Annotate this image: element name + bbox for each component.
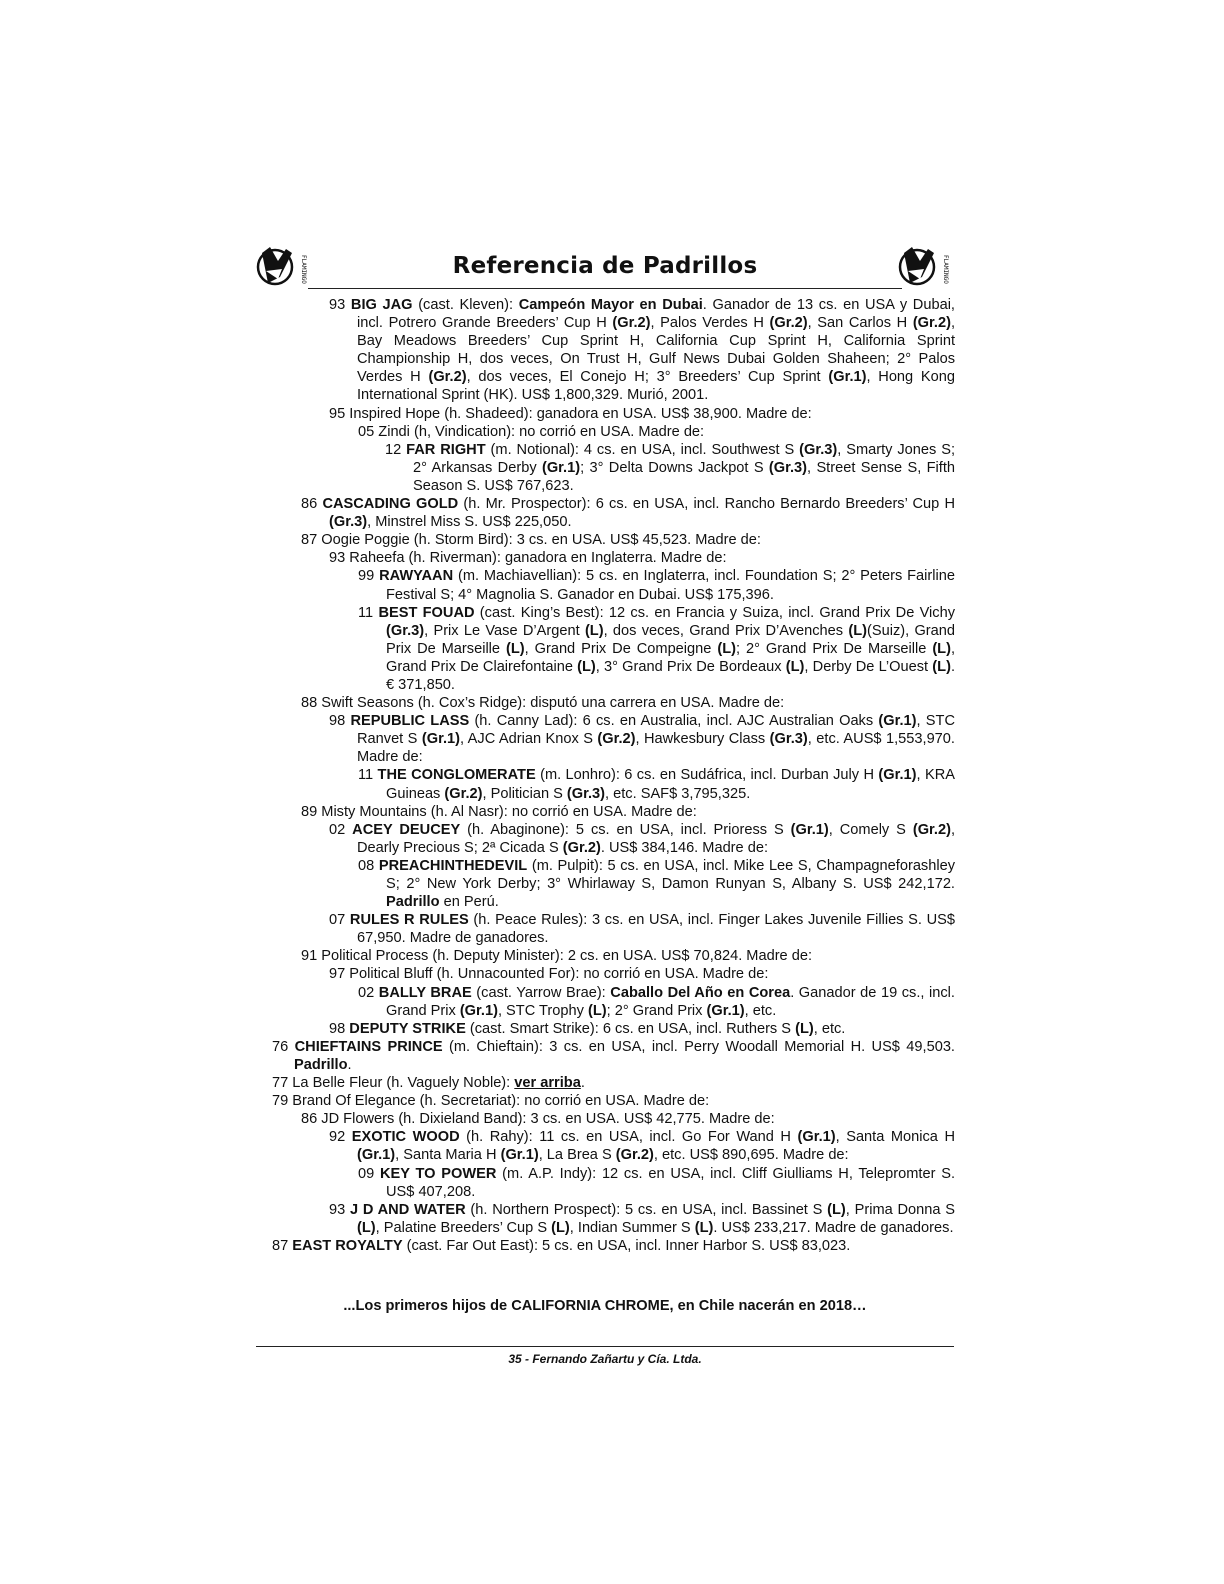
entry-text: , dos veces, Grand Prix D’Avenches bbox=[603, 622, 849, 639]
pedigree-list bbox=[272, 296, 955, 1255]
entry-text: (cast. King’s Best): 12 cs. en Francia y Suiza, incl. Grand Prix De Vichy bbox=[474, 604, 956, 621]
entry-text: en Perú. bbox=[439, 894, 499, 911]
entry-text: 76 bbox=[272, 1038, 295, 1055]
bold-text: (Gr.1) bbox=[706, 1002, 745, 1019]
entry-text: , San Carlos H bbox=[807, 315, 913, 332]
entry-text: , Grand Prix De Clairefontaine bbox=[386, 640, 956, 675]
bold-text: (Gr.2) bbox=[612, 315, 651, 332]
bold-text: Caballo Del Año en Corea bbox=[610, 984, 791, 1001]
cross-reference-link[interactable]: ver arriba bbox=[514, 1075, 581, 1092]
entry-text: , La Brea S bbox=[538, 1147, 616, 1164]
entry-text: , Indian Summer S bbox=[569, 1219, 695, 1236]
pedigree-entry bbox=[272, 1237, 955, 1255]
entry-text: , etc. AUS$ 1,553,970. Madre de: bbox=[357, 731, 955, 766]
entry-text: (cast. Yarrow Brae): bbox=[471, 984, 611, 1001]
header-rule bbox=[308, 288, 902, 289]
closing-note: ...Los primeros hijos de CALIFORNIA CHROME, en Chile nacerán en 2018… bbox=[343, 1298, 867, 1314]
bold-text: (Gr.1) bbox=[797, 1129, 836, 1146]
bold-text: (L) bbox=[551, 1219, 570, 1236]
entry-text: , Santa Maria H bbox=[395, 1147, 501, 1164]
entry-text: , STC Ranvet S bbox=[357, 713, 955, 748]
bold-text: RULES R RULES bbox=[349, 912, 469, 929]
entry-text: (m. Pulpit): 5 cs. en USA, incl. Mike Lee S, Champagneforashley S; 2° New York Derby; 3° Whirlaway S, Damon Runyan S, Albany S. US$ 242,172. bbox=[386, 857, 956, 892]
bold-text: (Gr.2) bbox=[428, 369, 467, 386]
bold-text: (L) bbox=[505, 640, 525, 657]
bold-text: (Gr.2) bbox=[597, 731, 636, 748]
pedigree-entry bbox=[272, 965, 955, 983]
entry-text: (h. Rahy): 11 cs. en USA, incl. Go For Wand H bbox=[459, 1129, 798, 1146]
bold-text: (Gr.2) bbox=[562, 839, 601, 856]
entry-text: , Grand Prix De Compeigne bbox=[524, 640, 718, 657]
entry-text: (m. Chieftain): 3 cs. en USA, incl. Perry Woodall Memorial H. US$ 49,503. bbox=[442, 1038, 955, 1055]
bold-text: BALLY BRAE bbox=[378, 984, 472, 1001]
bold-text: (Gr.1) bbox=[500, 1147, 539, 1164]
entry-text: 11 bbox=[358, 767, 378, 784]
entry-text: 97 Political Bluff (h. Unnacounted For): no corrió en USA. Madre de: bbox=[329, 966, 769, 983]
entry-text: . bbox=[347, 1056, 352, 1073]
bold-text: (Gr.1) bbox=[790, 821, 829, 838]
entry-text: (h. Northern Prospect): 5 cs. en USA, incl. Bassinet S bbox=[465, 1201, 828, 1218]
entry-text: 86 bbox=[301, 496, 323, 513]
entry-text: , Palatine Breeders’ Cup S bbox=[375, 1219, 552, 1236]
entry-text: 05 Zindi (h, Vindication): no corrió en USA. Madre de: bbox=[358, 423, 705, 440]
entry-text: , etc. US$ 890,695. Madre de: bbox=[653, 1147, 849, 1164]
pedigree-entry bbox=[272, 549, 955, 567]
bold-text: (Gr.3) bbox=[799, 441, 838, 458]
bold-text: (Gr.1) bbox=[878, 767, 917, 784]
bold-text: EAST ROYALTY bbox=[292, 1237, 403, 1254]
pedigree-entry bbox=[272, 1092, 955, 1110]
entry-text: , etc. bbox=[744, 1002, 777, 1019]
bold-text: CASCADING GOLD bbox=[322, 496, 459, 513]
bold-text: DEPUTY STRIKE bbox=[349, 1020, 466, 1037]
entry-text: , AJC Adrian Knox S bbox=[459, 731, 598, 748]
entry-text: , Prix Le Vase D’Argent bbox=[424, 622, 585, 639]
bold-text: Padrillo bbox=[294, 1056, 348, 1073]
bold-text: (Gr.2) bbox=[912, 821, 951, 838]
pedigree-entry bbox=[272, 712, 955, 766]
entry-text: 02 bbox=[329, 821, 353, 838]
entry-text: , Comely S bbox=[828, 821, 913, 838]
bold-text: (Gr.1) bbox=[459, 1002, 498, 1019]
pedigree-entry bbox=[272, 441, 955, 495]
pedigree-entry bbox=[272, 567, 955, 603]
pedigree-entry bbox=[272, 495, 955, 531]
entry-text: , Smarty Jones S; 2° Arkansas Derby bbox=[413, 441, 955, 476]
bold-text: (L) bbox=[848, 622, 867, 639]
pedigree-entry bbox=[272, 803, 955, 821]
entry-text: (h. Canny Lad): 6 cs. en Australia, incl. AJC Australian Oaks bbox=[469, 713, 879, 730]
bold-text: (L) bbox=[357, 1219, 376, 1236]
footer-rule bbox=[256, 1346, 954, 1347]
pedigree-entry bbox=[272, 766, 955, 802]
entry-text: ; 3° Delta Downs Jackpot S bbox=[580, 459, 769, 476]
bold-text: RAWYAAN bbox=[379, 568, 454, 585]
entry-text: 12 bbox=[385, 441, 407, 458]
bold-text: (L) bbox=[827, 1201, 846, 1218]
bold-text: (Gr.1) bbox=[421, 731, 460, 748]
pedigree-entry bbox=[272, 296, 955, 405]
entry-text: , Derby De L’Ouest bbox=[804, 658, 933, 675]
entry-text: 92 bbox=[329, 1129, 352, 1146]
bold-text: (Gr.1) bbox=[878, 713, 917, 730]
entry-text: 08 bbox=[358, 857, 379, 874]
entry-text: (cast. Far Out East): 5 cs. en USA, incl. Inner Harbor S. US$ 83,023. bbox=[402, 1237, 851, 1254]
entry-text: 86 JD Flowers (h. Dixieland Band): 3 cs. en USA. US$ 42,775. Madre de: bbox=[301, 1111, 775, 1128]
bold-text: (Gr.3) bbox=[769, 731, 808, 748]
bold-text: (L) bbox=[717, 640, 736, 657]
bold-text: (Gr.1) bbox=[828, 369, 867, 386]
entry-text: (m. A.P. Indy): 12 cs. en USA, incl. Cliff Giulliams H, Telepromter S. US$ 407,208. bbox=[386, 1165, 955, 1200]
entry-text: , KRA Guineas bbox=[386, 767, 955, 802]
pedigree-entry bbox=[272, 694, 955, 712]
pedigree-entry bbox=[272, 1201, 955, 1237]
pedigree-entry bbox=[272, 857, 955, 911]
entry-text: , Minstrel Miss S. US$ 225,050. bbox=[367, 514, 572, 531]
entry-text: ; 2° Grand Prix bbox=[606, 1002, 707, 1019]
entry-text: (Suiz), Grand Prix De Marseille bbox=[386, 622, 956, 657]
bold-text: BEST FOUAD bbox=[378, 604, 475, 621]
bold-text: PREACHINTHEDEVIL bbox=[378, 857, 528, 874]
entry-text: 87 Oogie Poggie (h. Storm Bird): 3 cs. en USA. US$ 45,523. Madre de: bbox=[301, 532, 761, 549]
entry-text: , Street Sense S, Fifth Season S. US$ 767,623. bbox=[413, 459, 955, 494]
entry-text: . Ganador de 13 cs. en USA y Dubai, incl. Potrero Grande Breeders’ Cup H bbox=[357, 297, 955, 332]
entry-text: 93 Raheefa (h. Riverman): ganadora en Inglaterra. Madre de: bbox=[329, 550, 727, 567]
entry-text: , etc. bbox=[813, 1020, 846, 1037]
bold-text: (L) bbox=[584, 622, 604, 639]
bold-text: (Gr.3) bbox=[329, 514, 368, 531]
entry-text: . Ganador de 19 cs., incl. Grand Prix bbox=[386, 984, 955, 1019]
entry-text: 79 Brand Of Elegance (h. Secretariat): no corrió en USA. Madre de: bbox=[272, 1093, 710, 1110]
pedigree-entry bbox=[272, 1110, 955, 1128]
entry-text: (h. Abaginone): 5 cs. en USA, incl. Prioress S bbox=[460, 821, 791, 838]
entry-text: 98 bbox=[329, 1020, 350, 1037]
bold-text: (Gr.3) bbox=[768, 459, 808, 476]
entry-text: (m. Machiavellian): 5 cs. en Inglaterra, incl. Foundation S; 2° Peters Fairline Festival S; 4° Magnolia S. Ganador en Dubai. US$ 175,396. bbox=[386, 568, 955, 603]
bold-text: (L) bbox=[932, 640, 951, 657]
pedigree-entry bbox=[272, 1128, 955, 1164]
bold-text: (Gr.3) bbox=[386, 622, 425, 639]
entry-text: 89 Misty Mountains (h. Al Nasr): no corrió en USA. Madre de: bbox=[301, 803, 697, 820]
bold-text: REPUBLIC LASS bbox=[350, 713, 470, 730]
entry-text: , Politician S bbox=[482, 785, 567, 802]
svg-text:FLAMINGO: FLAMINGO bbox=[942, 255, 949, 284]
page-footer: 35 - Fernando Zañartu y Cía. Ltda. bbox=[508, 1352, 702, 1366]
pedigree-entry bbox=[272, 405, 955, 423]
entry-text: , Palos Verdes H bbox=[650, 315, 770, 332]
bold-text: Campeón Mayor en Dubai bbox=[518, 297, 703, 313]
pedigree-entry bbox=[272, 1038, 955, 1074]
entry-text: 02 bbox=[358, 984, 379, 1001]
entry-text: . bbox=[580, 1075, 585, 1092]
bold-text: (L) bbox=[932, 658, 951, 675]
pedigree-entry bbox=[272, 1165, 955, 1201]
entry-text: . € 371,850. bbox=[386, 658, 955, 693]
entry-text: 11 bbox=[358, 604, 379, 621]
page-title: Referencia de Padrillos bbox=[452, 253, 758, 279]
entry-text: , Hawkesbury Class bbox=[635, 731, 770, 748]
bold-text: ACEY DEUCEY bbox=[352, 821, 461, 838]
entry-text: , etc. SAF$ 3,795,325. bbox=[605, 785, 751, 802]
entry-text: (cast. Smart Strike): 6 cs. en USA, incl. Ruthers S bbox=[465, 1020, 796, 1037]
entry-text: , 3° Grand Prix De Bordeaux bbox=[595, 658, 786, 675]
bold-text: J D AND WATER bbox=[350, 1201, 466, 1218]
entry-text: ; 2° Grand Prix De Marseille bbox=[735, 640, 933, 657]
entry-text: (cast. Kleven): bbox=[412, 297, 519, 313]
entry-text: (h. Peace Rules): 3 cs. en USA, incl. Finger Lakes Juvenile Fillies S. US$ 67,950. Madre de ganadores. bbox=[357, 912, 955, 947]
entry-text: . US$ 384,146. Madre de: bbox=[600, 839, 768, 856]
entry-text: , Prima Donna S bbox=[845, 1201, 955, 1218]
entry-text: , Hong Kong International Sprint (HK). US$ 1,800,329. Murió, 2001. bbox=[357, 369, 955, 404]
bold-text: (Gr.2) bbox=[912, 315, 951, 332]
entry-text: 77 La Belle Fleur (h. Vaguely Noble): bbox=[272, 1075, 515, 1092]
bold-text: (Gr.1) bbox=[541, 459, 581, 476]
entry-text: , Dearly Precious S; 2ª Cicada S bbox=[357, 821, 956, 856]
pedigree-entry bbox=[272, 911, 955, 947]
bold-text: (Gr.2) bbox=[769, 315, 808, 332]
entry-text: (h. Mr. Prospector): 6 cs. en USA, incl. Rancho Bernardo Breeders’ Cup H bbox=[458, 496, 955, 513]
bold-text: CHIEFTAINS PRINCE bbox=[294, 1038, 443, 1055]
bold-text: (Gr.3) bbox=[566, 785, 606, 802]
bold-text: EXOTIC WOOD bbox=[351, 1129, 460, 1146]
bold-text: (Gr.1) bbox=[357, 1147, 396, 1164]
bold-text: (L) bbox=[694, 1219, 714, 1236]
bold-text: (Gr.2) bbox=[444, 785, 483, 802]
entry-text: 09 bbox=[358, 1165, 380, 1182]
entry-text: 93 bbox=[329, 297, 351, 313]
bold-text: KEY TO POWER bbox=[380, 1165, 497, 1182]
pedigree-entry bbox=[272, 1020, 955, 1038]
bold-text: THE CONGLOMERATE bbox=[377, 767, 536, 784]
entry-text: 95 Inspired Hope (h. Shadeed): ganadora en USA. US$ 38,900. Madre de: bbox=[329, 405, 812, 422]
bold-text: BIG JAG bbox=[350, 297, 413, 313]
bold-text: (L) bbox=[587, 1002, 607, 1019]
pedigree-entry bbox=[272, 604, 955, 694]
bold-text: (L) bbox=[785, 658, 805, 675]
pedigree-entry bbox=[272, 821, 955, 857]
entry-text: (m. Notional): 4 cs. en USA, incl. Southwest S bbox=[485, 441, 800, 458]
bold-text: FAR RIGHT bbox=[406, 441, 486, 458]
bold-text: Padrillo bbox=[386, 894, 440, 911]
entry-text: 99 bbox=[358, 568, 380, 585]
pedigree-entry bbox=[272, 1074, 955, 1092]
entry-text: , dos veces, El Conejo H; 3° Breeders’ Cup Sprint bbox=[466, 369, 829, 386]
pedigree-entry bbox=[272, 984, 955, 1020]
entry-text: 91 Political Process (h. Deputy Minister): 2 cs. en USA. US$ 70,824. Madre de: bbox=[301, 948, 813, 965]
bold-text: (L) bbox=[795, 1020, 814, 1037]
entry-text: 88 Swift Seasons (h. Cox’s Ridge): disputó una carrera en USA. Madre de: bbox=[301, 695, 785, 712]
svg-text:FLAMINGO: FLAMINGO bbox=[300, 255, 307, 284]
entry-text: , Santa Monica H bbox=[835, 1129, 955, 1146]
stud-logo-icon bbox=[898, 243, 954, 289]
pedigree-entry bbox=[272, 531, 955, 549]
entry-text: . US$ 233,217. Madre de ganadores. bbox=[713, 1219, 954, 1236]
entry-text: 07 bbox=[329, 912, 350, 929]
entry-text: 93 bbox=[329, 1201, 350, 1218]
entry-text: , Bay Meadows Breeders’ Cup Sprint H, California Cup Sprint H, California Sprint Championship H, dos veces, On Trust H, Gulf News Dubai Golden Shaheen; 2° Palos Verdes H bbox=[357, 315, 955, 386]
entry-text: (m. Lonhro): 6 cs. en Sudáfrica, incl. Durban July H bbox=[535, 767, 879, 784]
entry-text: 98 bbox=[329, 713, 351, 730]
bold-text: (L) bbox=[577, 658, 596, 675]
pedigree-entry bbox=[272, 947, 955, 965]
bold-text: (Gr.2) bbox=[615, 1147, 654, 1164]
pedigree-entry bbox=[272, 423, 955, 441]
entry-text: 87 bbox=[272, 1237, 293, 1254]
page-header bbox=[256, 243, 954, 291]
entry-text: , STC Trophy bbox=[497, 1002, 588, 1019]
